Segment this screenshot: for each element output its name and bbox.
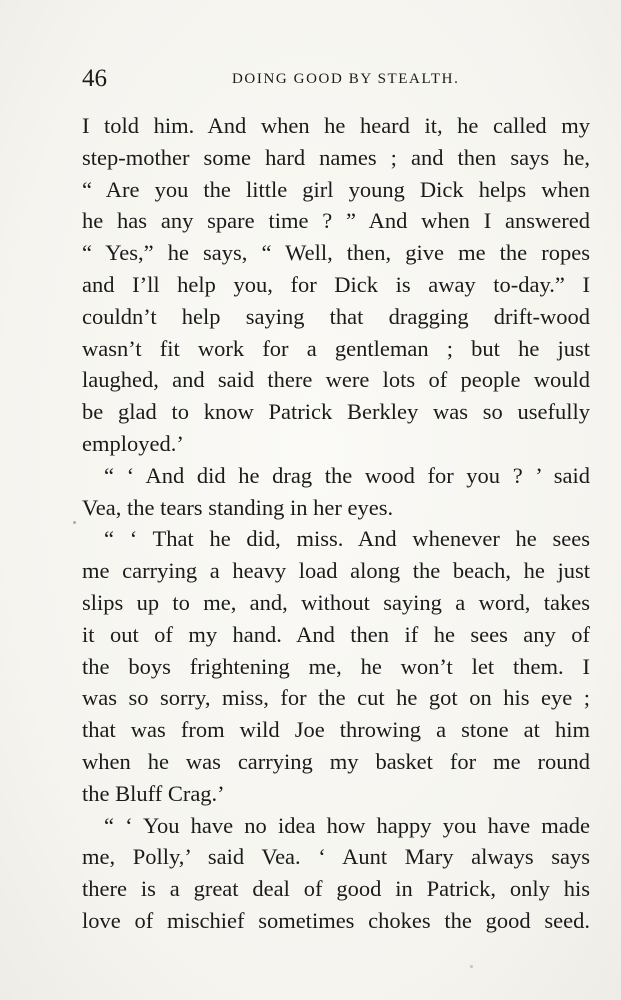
text-line: laughed, and said there were lots of people would: [82, 367, 590, 393]
text-line: I told him. And when he heard it, he called my: [82, 113, 590, 138]
text-line: the Bluff Crag.’: [82, 780, 225, 806]
text-line: the boys frightening me, he won’t let them. I: [82, 653, 590, 679]
text-line: when he was carrying my basket for me round: [82, 748, 590, 774]
text-line: was so sorry, miss, for the cut he got on his eye ;: [82, 685, 590, 711]
text-line: it out of my hand. And then if he sees any of: [82, 621, 590, 647]
text-line: slips up to me, and, without saying a word, takes: [82, 589, 590, 615]
text-line: me, Polly,’ said Vea. ‘ Aunt Mary always says: [82, 844, 590, 870]
running-title: DOING GOOD BY STEALTH.: [232, 71, 460, 87]
text-line: there is a great deal of good in Patrick, only his: [82, 876, 590, 902]
text-line: “ ‘ That he did, miss. And whenever he sees: [104, 526, 590, 552]
text-line: he has any spare time ? ” And when I answered: [82, 208, 590, 234]
text-line: “ Yes,” he says, “ Well, then, give me the ropes: [82, 240, 590, 266]
text-line: couldn’t help saying that dragging drift-wood: [82, 303, 590, 329]
text-line: step-mother some hard names ; and then says he,: [82, 144, 590, 170]
body-text: [82, 110, 590, 937]
text-line: wasn’t fit work for a gentleman ; but he just: [82, 335, 590, 361]
text-line: employed.’: [82, 430, 184, 456]
running-head: [82, 64, 592, 94]
text-line: “ ‘ And did he drag the wood for you ? ’ said: [104, 462, 590, 488]
text-line: me carrying a heavy load along the beach, he just: [82, 558, 590, 584]
text-line: and I’ll help you, for Dick is away to-day.” I: [82, 271, 590, 297]
text-line: “ Are you the little girl young Dick helps when: [82, 176, 590, 202]
text-line: be glad to know Patrick Berkley was so usefully: [82, 399, 590, 425]
text-line: “ ‘ You have no idea how happy you have made: [104, 812, 590, 838]
print-speck: [73, 521, 76, 524]
print-speck: [470, 965, 473, 968]
page-number: 46: [82, 65, 107, 92]
text-line: Vea, the tears standing in her eyes.: [82, 494, 394, 520]
text-line: that was from wild Joe throwing a stone at him: [82, 717, 590, 743]
text-line: love of mischief sometimes chokes the good seed.: [82, 907, 590, 933]
